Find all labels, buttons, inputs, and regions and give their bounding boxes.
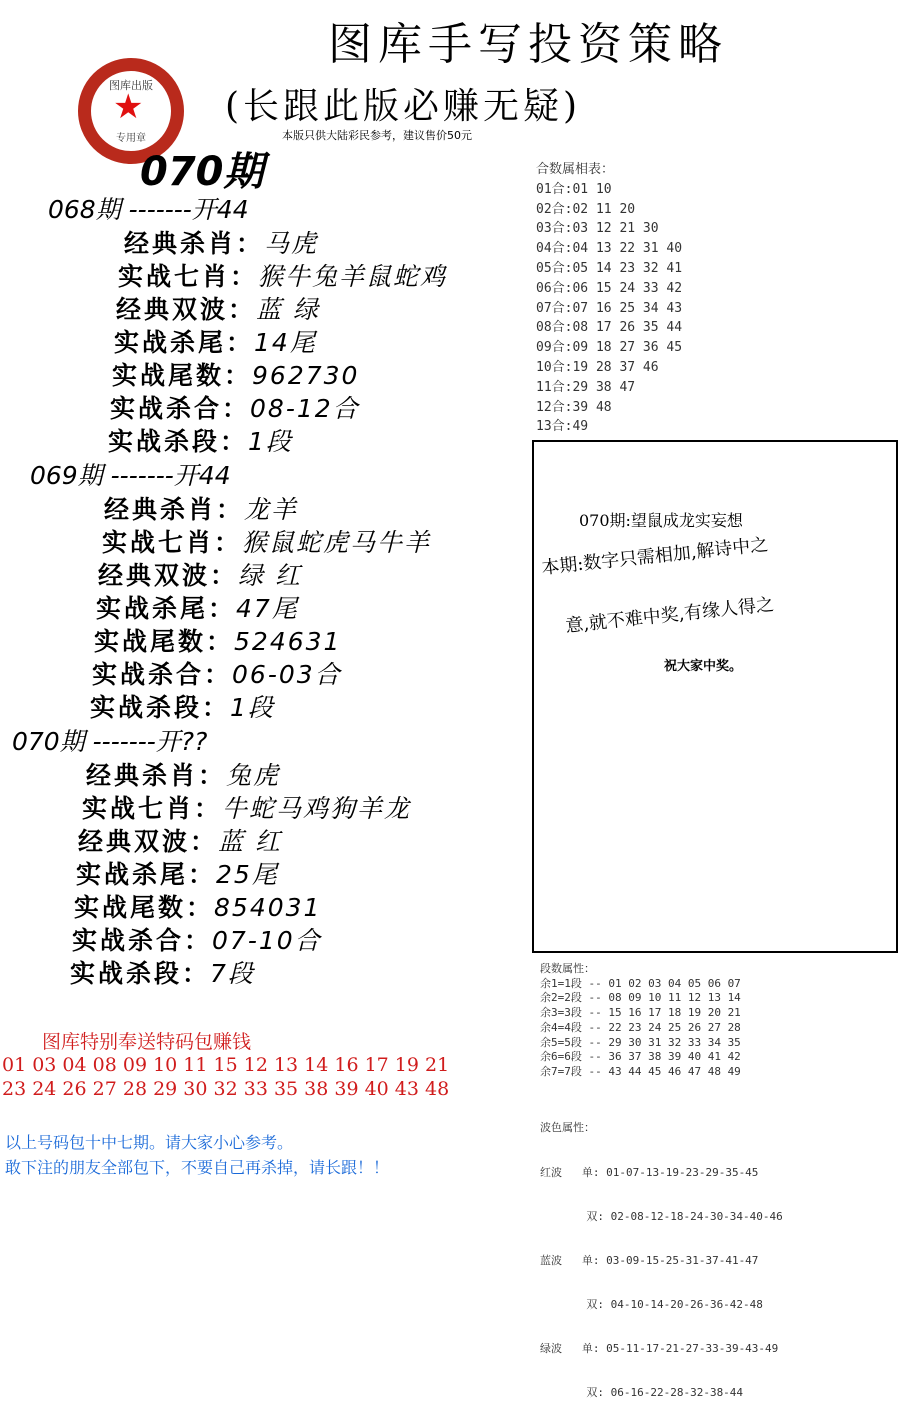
duan-table-title: 段数属性： [540,962,595,975]
stat-row: 实战杀合：07-10合 [72,926,322,955]
he-table [536,160,682,437]
bose-row: 双: 04-10-14-20-26-36-42-48 [540,1297,763,1311]
stat-row: 实战杀尾：47尾 [96,594,299,623]
duan-row: 余3=3段 -- 15 16 17 18 19 20 21 [540,1006,741,1020]
he-row: 11合:29 38 47 [536,379,636,395]
stat-row: 经典双波：蓝 红 [78,827,282,856]
stat-row: 实战七肖：猴牛兔羊鼠蛇鸡 [118,262,448,291]
poem-line: 意,就不难中奖,有缘人得之 [564,594,775,637]
stat-row: 实战杀段：1段 [90,693,275,722]
duan-row: 余5=5段 -- 29 30 31 32 33 34 35 [540,1035,741,1049]
bose-row: 绿波 单: 05-11-17-21-27-33-39-43-49 [540,1341,779,1355]
stat-row: 实战杀段：1段 [108,427,293,456]
promo-title: 图库特别奉送特码包赚钱 [42,1031,252,1053]
poem-box [532,440,898,953]
stat-row: 经典双波：蓝 绿 [116,295,320,324]
stamp-top-text: 图库出版 [109,79,153,92]
stat-row: 实战尾数：962730 [112,361,360,390]
he-row: 05合:05 14 23 32 41 [536,260,683,276]
he-row: 08合:08 17 26 35 44 [536,320,683,336]
star-icon: ★ [113,87,144,127]
page-title: 图库手写投资策略 [328,19,728,70]
stat-row: 实战七肖：猴鼠蛇虎马牛羊 [102,528,432,557]
he-row: 06合:06 15 24 33 42 [536,280,683,296]
duan-row: 余4=4段 -- 22 23 24 25 26 27 28 [540,1020,741,1034]
stat-row: 经典杀肖：兔虎 [86,761,281,790]
duan-row: 余2=2段 -- 08 09 10 11 12 13 14 [540,991,741,1005]
stat-row: 经典双波：绿 红 [98,561,302,590]
he-row: 09合:09 18 27 36 45 [536,340,683,356]
duan-table [540,962,741,1080]
he-row: 13合:49 [536,419,589,435]
he-row: 10合:19 28 37 46 [536,359,659,375]
duan-row: 余1=1段 -- 01 02 03 04 05 06 07 [540,976,741,990]
period-header: 068期 -------开44 [48,195,249,224]
he-row: 07合:07 16 25 34 43 [536,300,683,316]
stat-row: 实战杀合：08-12合 [110,394,360,423]
poem-line: 本期:数字只需相加,解诗中之 [540,534,770,579]
stamp-bottom-text: 专用章 [116,133,146,144]
current-issue-label: 070期 [140,149,264,195]
stat-row: 实战杀合：06-03合 [92,660,342,689]
he-row: 04合:04 13 22 31 40 [536,241,683,257]
period-header: 070期 -------开?? [12,727,208,756]
promo-note: 以上号码包十中七期。请大家小心参考。 [5,1133,294,1152]
bose-table [540,1092,783,1415]
poem-line: 070期:望鼠成龙实妄想 [579,511,743,530]
bose-table-title: 波色属性： [540,1121,595,1135]
he-row: 03合:03 12 21 30 [536,221,659,237]
period-header: 069期 -------开44 [30,461,231,490]
stat-row: 实战七肖：牛蛇马鸡狗羊龙 [82,794,412,823]
bose-row: 红波 单: 01-07-13-19-23-29-35-45 [540,1165,759,1179]
bose-row: 双: 06-16-22-28-32-38-44 [540,1386,744,1400]
promo-note: 敢下注的朋友全部包下，不要自己再杀掉，请长跟！！ [5,1158,390,1177]
he-row: 01合:01 10 [536,181,612,197]
he-table-title: 合数属相表： [536,162,615,177]
stat-row: 实战杀段：7段 [70,959,255,988]
stat-row: 经典杀肖：龙羊 [104,495,299,524]
stat-row: 实战尾数：524631 [94,627,342,656]
blessing-line: 祝大家中奖。 [664,659,743,674]
promo-numbers: 23 24 26 27 28 29 30 32 33 35 38 39 40 43 48 [2,1078,450,1100]
duan-row: 余7=7段 -- 43 44 45 46 47 48 49 [540,1064,741,1078]
stat-row: 实战杀尾：14尾 [114,328,317,357]
price-note: 本版只供大陆彩民参考，建议售价50元 [282,129,472,142]
bose-row: 蓝波 单: 03-09-15-25-31-37-41-47 [540,1253,759,1267]
stat-row: 实战杀尾：25尾 [76,860,279,889]
promo-numbers: 01 03 04 08 09 10 11 15 12 13 14 16 17 19 21 [2,1054,450,1076]
page-subtitle: (长跟此版必赚无疑) [225,86,582,127]
stat-row: 实战尾数：854031 [74,893,322,922]
duan-row: 余6=6段 -- 36 37 38 39 40 41 42 [540,1050,741,1064]
stat-row: 经典杀肖：马虎 [124,229,319,258]
he-row: 02合:02 11 20 [536,201,636,217]
bose-row: 双: 02-08-12-18-24-30-34-40-46 [540,1209,783,1223]
he-row: 12合:39 48 [536,399,612,415]
